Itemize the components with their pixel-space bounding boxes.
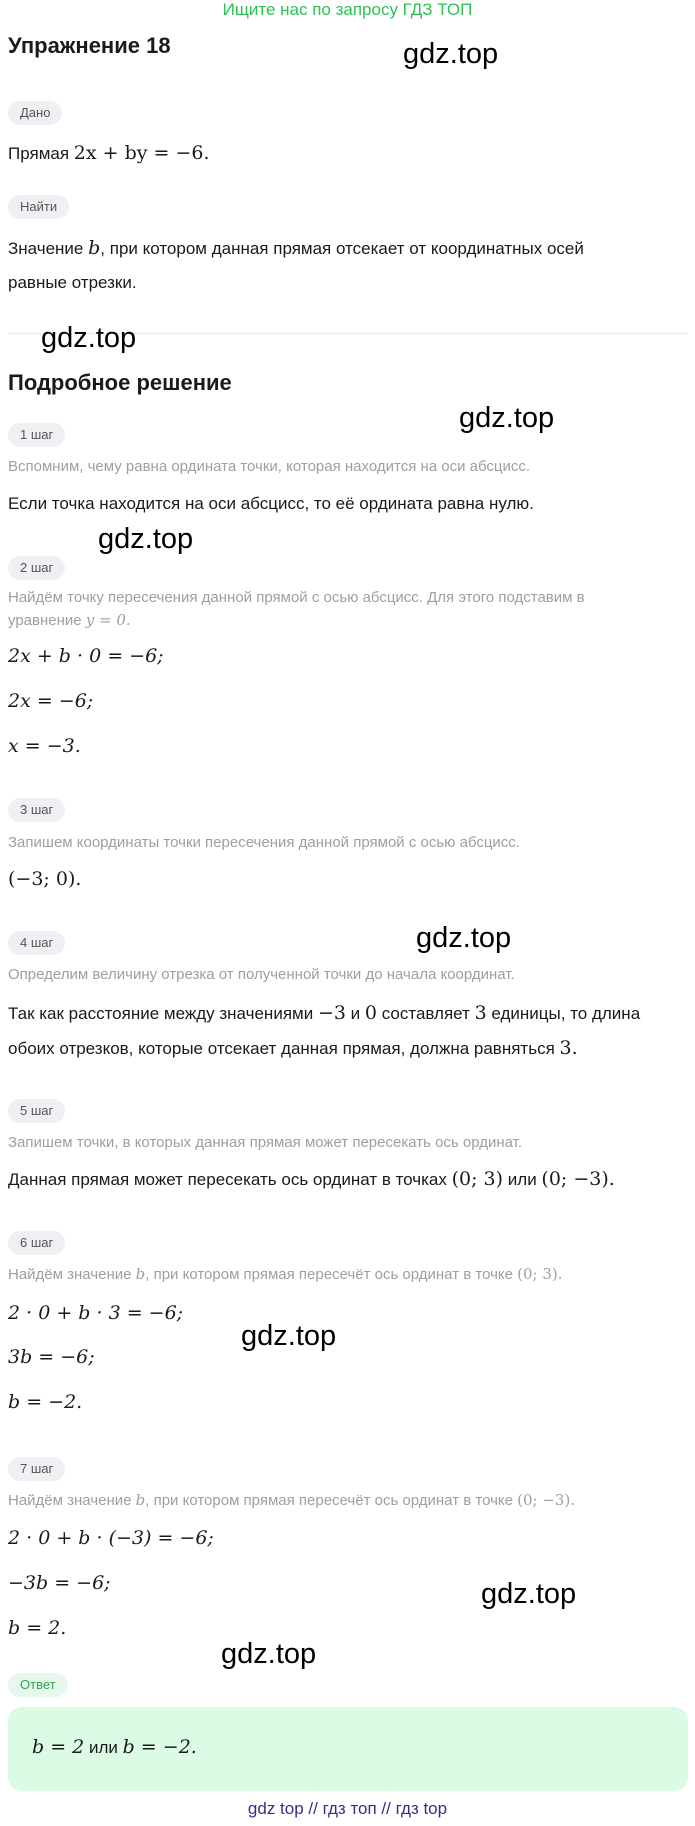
step-4-pill: 4 шаг bbox=[8, 931, 65, 955]
step-6-eq-1: 2 · 0 + b · 3 = −6; bbox=[8, 1302, 184, 1324]
step-6-eq-2: 3b = −6; bbox=[8, 1346, 95, 1368]
answer-mid: или bbox=[84, 1738, 123, 1757]
step-5-math-1: (0; 3) bbox=[451, 1168, 504, 1190]
step-2-hint-2 bbox=[8, 611, 131, 629]
step-7-hint-math: (0; −3). bbox=[517, 1491, 576, 1509]
step-1-text: Если точка находится на оси абсцисс, то её ордината равна нулю. bbox=[8, 494, 534, 513]
step-7-pill: 7 шаг bbox=[8, 1457, 65, 1481]
step-4-text-c: составляет bbox=[377, 1004, 475, 1023]
find-var: b bbox=[88, 237, 101, 259]
step-3-eq: (−3; 0). bbox=[8, 868, 82, 890]
answer-math-2: b = −2. bbox=[122, 1736, 197, 1758]
step-5-text bbox=[8, 1168, 615, 1190]
step-5-text-b: или bbox=[503, 1170, 542, 1189]
given-equation: 2x + by = −6. bbox=[73, 142, 210, 164]
step-5-hint: Запишем точки, в которых данная прямая может пересекать ось ординат. bbox=[8, 1134, 523, 1151]
step-6-hint-b: , при котором прямая пересечёт ось ординат в точке bbox=[145, 1266, 518, 1283]
step-6-hint bbox=[8, 1265, 563, 1283]
top-banner[interactable]: Ищите нас по запросу ГДЗ ТОП bbox=[222, 0, 473, 19]
step-1-pill: 1 шаг bbox=[8, 423, 65, 447]
step-6-hint-a: Найдём значение bbox=[8, 1266, 136, 1283]
watermark: gdz.top bbox=[416, 922, 512, 954]
watermark: gdz.top bbox=[403, 38, 499, 70]
step-2-hint-1: Найдём точку пересечения данной прямой с осью абсцисс. Для этого подставим в bbox=[8, 589, 585, 606]
given-text bbox=[8, 142, 210, 164]
given-prefix: Прямая bbox=[8, 144, 74, 163]
watermark: gdz.top bbox=[481, 1578, 577, 1610]
find-pill: Найти bbox=[8, 195, 69, 219]
step-3-hint: Запишем координаты точки пересечения данной прямой с осью абсцисс. bbox=[8, 834, 520, 851]
step-4-math-1: −3 bbox=[317, 1002, 346, 1024]
step-4-text-e: обоих отрезков, которые отсекает данная прямая, должна равняться bbox=[8, 1039, 560, 1058]
step-4-math-3: 3 bbox=[474, 1002, 487, 1024]
step-7-eq-2: −3b = −6; bbox=[8, 1572, 111, 1594]
step-6-eq-3: b = −2. bbox=[8, 1391, 83, 1413]
step-2-eq-3: x = −3. bbox=[8, 735, 81, 757]
given-pill: Дано bbox=[8, 101, 62, 125]
step-4-line-1 bbox=[8, 1002, 640, 1024]
step-7-hint-a: Найдём значение bbox=[8, 1492, 136, 1509]
answer-pill: Ответ bbox=[8, 1673, 68, 1697]
step-6-hint-math: (0; 3). bbox=[517, 1265, 563, 1283]
step-7-hint-var: b bbox=[135, 1491, 146, 1509]
step-4-hint: Определим величину отрезка от полученной точки до начала координат. bbox=[8, 966, 515, 983]
step-7-hint-b: , при котором прямая пересечёт ось ординат в точке bbox=[145, 1492, 518, 1509]
step-5-text-a: Данная прямая может пересекать ось ординат в точках bbox=[8, 1170, 452, 1189]
step-7-hint bbox=[8, 1491, 575, 1509]
watermark: gdz.top bbox=[241, 1320, 337, 1352]
step-7-eq-3: b = 2. bbox=[8, 1617, 67, 1639]
step-6-hint-var: b bbox=[135, 1265, 146, 1283]
step-2-eq-2: 2x = −6; bbox=[8, 690, 94, 712]
page-title: Упражнение 18 bbox=[8, 33, 171, 58]
step-4-text-d: единицы, то длина bbox=[486, 1004, 641, 1023]
step-4-math-2: 0 bbox=[364, 1002, 377, 1024]
step-2-hint-math: y = 0. bbox=[85, 611, 131, 629]
watermark: gdz.top bbox=[221, 1638, 317, 1670]
step-2-pill: 2 шаг bbox=[8, 556, 65, 580]
find-text-post: , при котором данная прямая отсекает от координатных осей bbox=[100, 239, 584, 258]
step-5-pill: 5 шаг bbox=[8, 1099, 65, 1123]
step-4-line-2 bbox=[8, 1037, 578, 1059]
answer-text bbox=[32, 1736, 197, 1758]
step-6-pill: 6 шаг bbox=[8, 1231, 65, 1255]
step-2-hint-pre: уравнение bbox=[8, 612, 86, 629]
step-4-math-4: 3. bbox=[559, 1037, 578, 1059]
answer-math-1: b = 2 bbox=[32, 1736, 85, 1758]
step-4-text-a: Так как расстояние между значениями bbox=[8, 1004, 318, 1023]
find-line-2: равные отрезки. bbox=[8, 273, 137, 292]
watermark: gdz.top bbox=[459, 402, 555, 434]
watermark: gdz.top bbox=[41, 322, 137, 354]
solution-title: Подробное решение bbox=[8, 370, 232, 395]
find-text-pre: Значение bbox=[8, 239, 89, 258]
footer-links[interactable]: gdz top // гдз топ // гдз top bbox=[247, 1799, 448, 1818]
watermark: gdz.top bbox=[98, 523, 194, 555]
step-2-eq-1: 2x + b · 0 = −6; bbox=[8, 645, 164, 667]
step-3-pill: 3 шаг bbox=[8, 798, 65, 822]
step-1-hint: Вспомним, чему равна ордината точки, которая находится на оси абсцисс. bbox=[8, 458, 531, 475]
find-line-1 bbox=[8, 237, 584, 259]
step-7-eq-1: 2 · 0 + b · (−3) = −6; bbox=[8, 1527, 214, 1549]
step-5-math-2: (0; −3). bbox=[541, 1168, 615, 1190]
step-4-text-b: и bbox=[345, 1004, 365, 1023]
